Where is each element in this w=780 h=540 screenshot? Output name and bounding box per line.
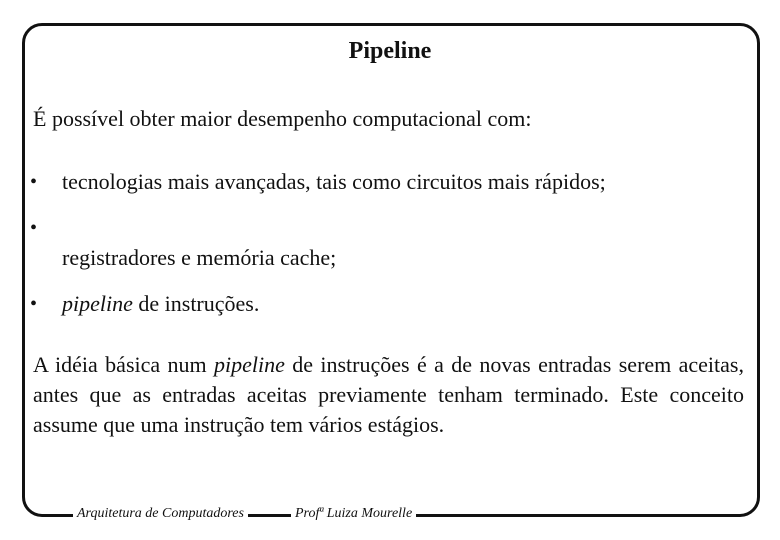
footer-course: Arquitetura de Computadores [73, 505, 248, 523]
bullet-marker: • [30, 217, 38, 239]
paragraph-rest: de instruções é a de novas entradas serem aceitas, antes que as entradas aceitas previamente tenham terminado. Este conceito assume que uma instrução tem vários estágios. [33, 352, 744, 437]
paragraph-emphasis: pipeline [214, 352, 285, 377]
bullet-item-pipeline-text: de instruções. [132, 291, 260, 316]
footer-author: Profª Luiza Mourelle [291, 505, 416, 523]
bullet-item-pipeline [62, 290, 259, 318]
bullet-item-technologies: tecnologias mais avançadas, tais como circuitos mais rápidos; [62, 169, 606, 194]
body-paragraph [33, 350, 744, 440]
bullet-item-registers-cache: registradores e memória cache; [62, 245, 337, 270]
pipeline-emphasis: pipeline [62, 291, 133, 316]
slide-title: Pipeline [348, 38, 432, 64]
bullet-marker: • [30, 293, 38, 315]
intro-text: É possível obter maior desempenho computacional com: [33, 106, 532, 131]
bullet-marker: • [30, 171, 38, 193]
paragraph-start: A idéia básica num [33, 352, 214, 377]
